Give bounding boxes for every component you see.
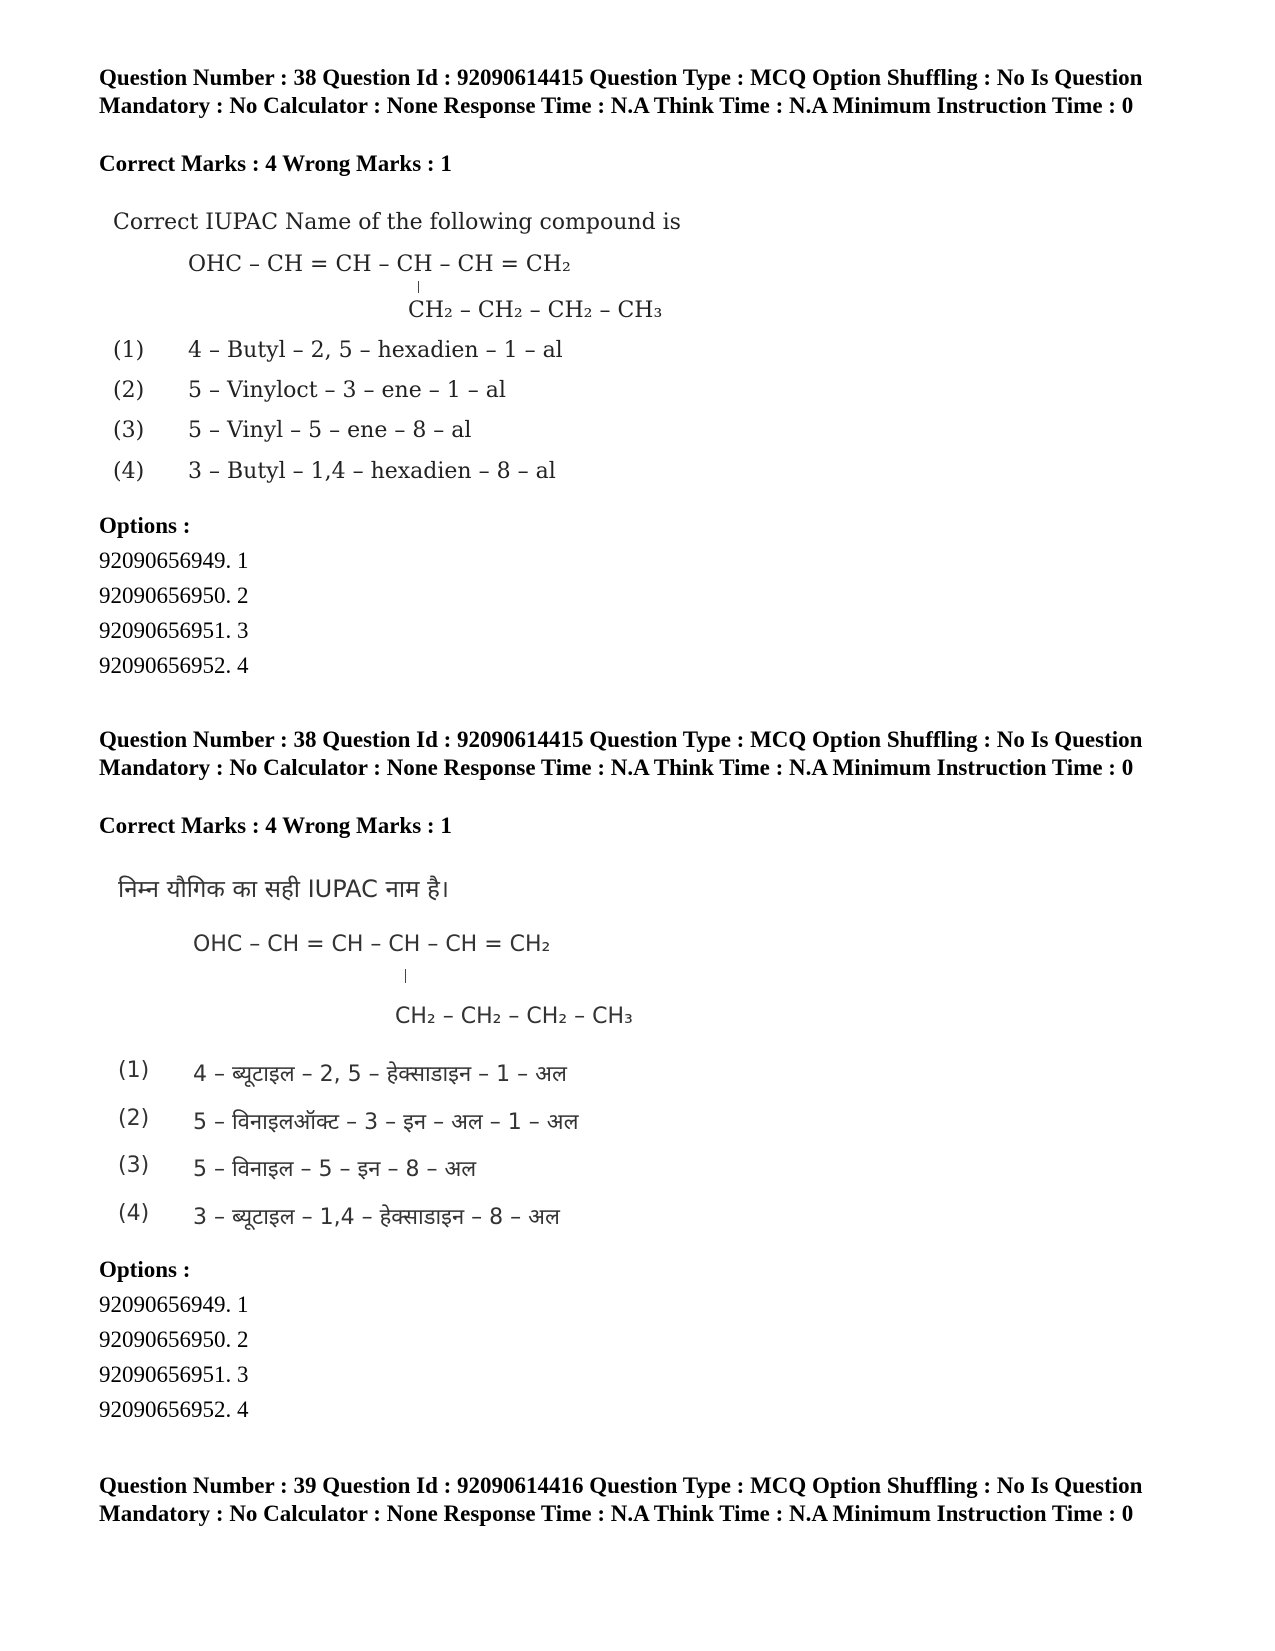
option-line: 92090656950. 2 xyxy=(99,583,249,608)
compound-branch: CH₂ – CH₂ – CH₂ – CH₃ xyxy=(408,298,663,323)
compound-branch: CH₂ – CH₂ – CH₂ – CH₃ xyxy=(395,1004,633,1029)
choice-text: 3 – ब्यूटाइल – 1,4 – हेक्साडाइन – 8 – अल xyxy=(193,1205,560,1230)
option-line: 92090656951. 3 xyxy=(99,1362,249,1387)
marks-info: Correct Marks : 4 Wrong Marks : 1 xyxy=(99,151,452,176)
choice-text: 5 – Vinyloct – 3 – ene – 1 – al xyxy=(188,378,506,403)
question-meta: Question Number : 39 Question Id : 92090614416 Question Type : MCQ Option Shuffling : No Is Question Mandatory : No Calculator : None Response Time : N.A Think Time : N.A Minimum Instruction Time : 0 xyxy=(99,1473,1143,1526)
choice-text: 5 – Vinyl – 5 – ene – 8 – al xyxy=(188,418,472,443)
choice-number: (1) xyxy=(113,338,145,363)
choice-number: (3) xyxy=(113,418,145,443)
compound-main-chain: OHC – CH = CH – CH – CH = CH₂ xyxy=(193,932,551,957)
choice-text: 5 – विनाइल – 5 – इन – 8 – अल xyxy=(193,1157,477,1182)
question-prompt: निम्न यौगिक का सही IUPAC नाम है। xyxy=(118,875,449,903)
choice-number: (3) xyxy=(118,1153,150,1178)
option-line: 92090656950. 2 xyxy=(99,1327,249,1352)
branch-bond xyxy=(418,281,419,293)
choice-number: (2) xyxy=(113,378,145,403)
choice-text: 4 – ब्यूटाइल – 2, 5 – हेक्साडाइन – 1 – अल xyxy=(193,1062,567,1087)
choice-number: (1) xyxy=(118,1058,150,1083)
choice-text: 4 – Butyl – 2, 5 – hexadien – 1 – al xyxy=(188,338,563,363)
branch-bond xyxy=(405,969,406,983)
compound-main-chain: OHC – CH = CH – CH – CH = CH₂ xyxy=(188,252,571,277)
option-line: 92090656951. 3 xyxy=(99,618,249,643)
option-line: 92090656949. 1 xyxy=(99,1292,249,1317)
options-label: Options : xyxy=(99,1257,191,1282)
choice-text: 5 – विनाइलऑक्ट – 3 – इन – अल – 1 – अल xyxy=(193,1110,579,1135)
question-prompt: Correct IUPAC Name of the following compound is xyxy=(113,210,681,235)
choice-text: 3 – Butyl – 1,4 – hexadien – 8 – al xyxy=(188,459,556,484)
question-meta: Question Number : 38 Question Id : 92090614415 Question Type : MCQ Option Shuffling : No Is Question Mandatory : No Calculator : None Response Time : N.A Think Time : N.A Minimum Instruction Time : 0 xyxy=(99,65,1143,118)
option-line: 92090656952. 4 xyxy=(99,653,249,678)
option-line: 92090656952. 4 xyxy=(99,1397,249,1422)
choice-number: (4) xyxy=(113,459,145,484)
question-meta: Question Number : 38 Question Id : 92090614415 Question Type : MCQ Option Shuffling : No Is Question Mandatory : No Calculator : None Response Time : N.A Think Time : N.A Minimum Instruction Time : 0 xyxy=(99,727,1143,780)
choice-number: (4) xyxy=(118,1201,150,1226)
options-label: Options : xyxy=(99,513,191,538)
marks-info: Correct Marks : 4 Wrong Marks : 1 xyxy=(99,813,452,838)
choice-number: (2) xyxy=(118,1106,150,1131)
option-line: 92090656949. 1 xyxy=(99,548,249,573)
